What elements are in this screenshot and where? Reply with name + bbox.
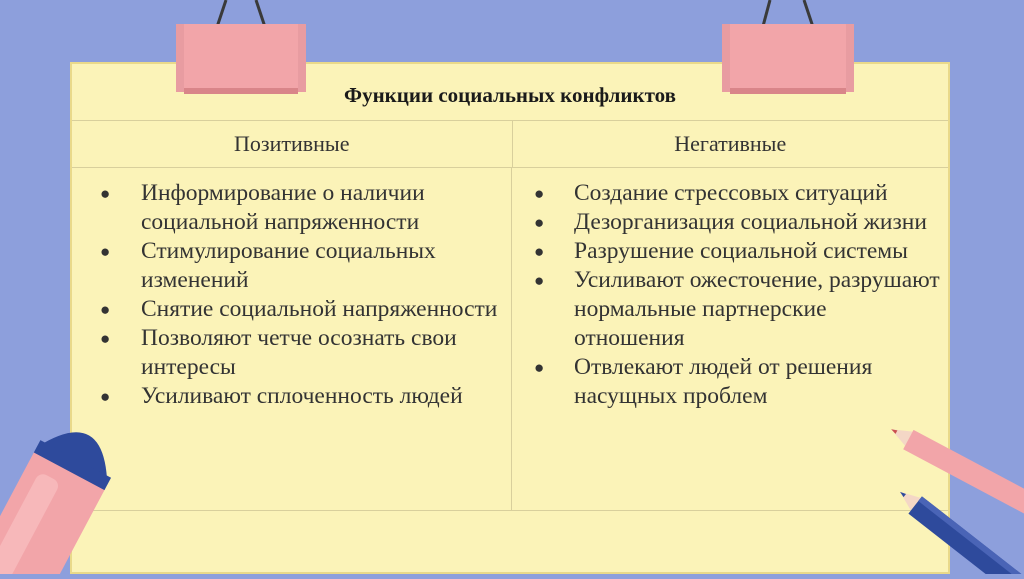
bullet-icon: ● — [534, 184, 545, 203]
marker-icon — [0, 408, 140, 574]
bullet-icon: ● — [100, 300, 111, 319]
right-binder-clip-icon — [722, 0, 854, 98]
bullet-icon: ● — [100, 184, 111, 203]
bullet-icon: ● — [100, 329, 111, 348]
list-item: ● Дезорганизация социальной жизни — [534, 209, 927, 235]
list-item: ● Стимулирование социальных изменений — [100, 238, 436, 293]
list-item: ● Отвлекают людей от решения насущных проблем — [534, 354, 873, 409]
page-title: Функции социальных конфликтов — [344, 82, 676, 107]
negative-list — [512, 179, 948, 411]
list-item: ● Усиливают сплоченность людей — [100, 383, 463, 409]
pencil-icon — [880, 420, 1024, 574]
list-item: ● Информирование о наличии социальной напряженности — [100, 180, 425, 235]
bullet-icon: ● — [100, 242, 111, 261]
list-item: ● Снятие социальной напряженности — [100, 296, 498, 322]
table-board — [70, 62, 950, 574]
list-item: ● Позволяют четче осознать свои интересы — [100, 325, 457, 380]
bullet-icon: ● — [534, 271, 545, 290]
bullet-icon: ● — [534, 213, 545, 232]
left-binder-clip-icon — [176, 0, 306, 98]
column-heading-positive: Позитивные — [72, 120, 513, 167]
positive-list — [72, 179, 511, 411]
list-item: ● Создание стрессовых ситуаций — [534, 180, 888, 206]
content-row — [72, 168, 948, 511]
header-row — [72, 120, 948, 168]
bullet-icon: ● — [534, 242, 545, 261]
list-item: ● Разрушение социальной системы — [534, 238, 908, 264]
bullet-icon: ● — [534, 358, 545, 377]
bullet-icon: ● — [100, 387, 111, 406]
list-item: ● Усиливают ожесточение, разрушают нормальные партнерские отношения — [534, 267, 940, 351]
column-heading-negative: Негативные — [674, 130, 787, 156]
